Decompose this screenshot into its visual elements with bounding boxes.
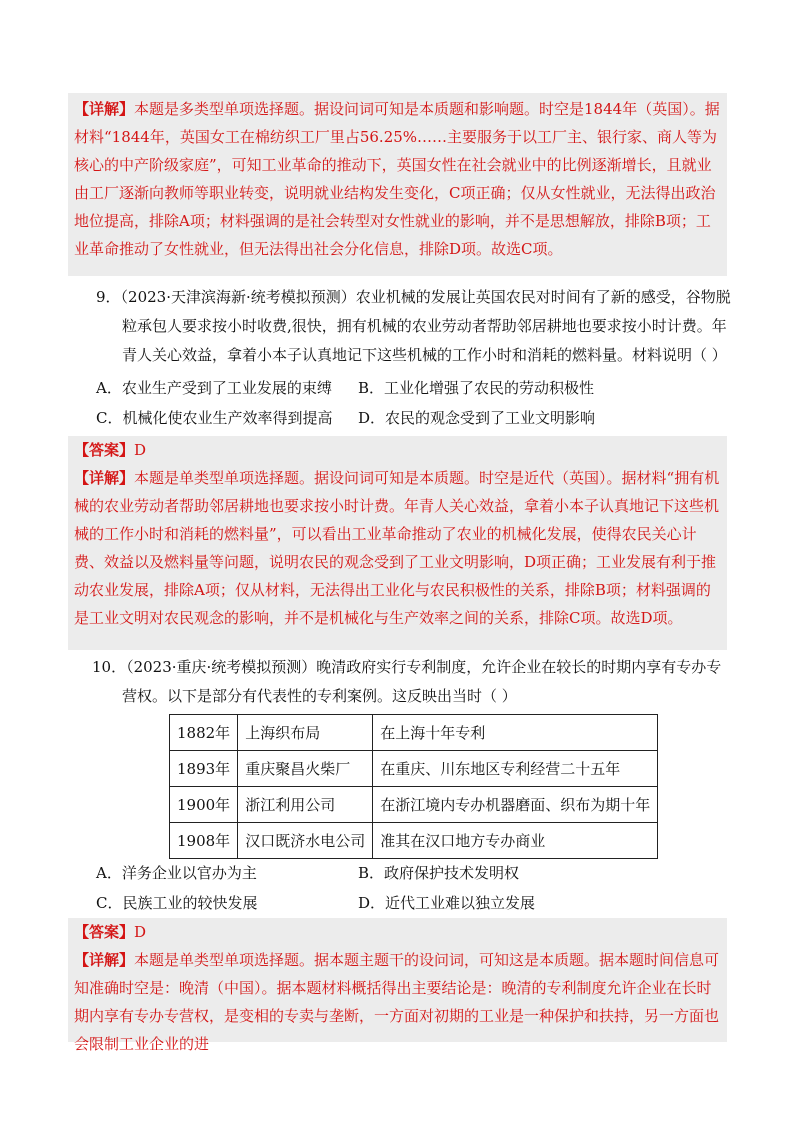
table-row [170,787,658,823]
table-cell: 汉口既济水电公司 [238,823,373,859]
table-cell: 在重庆、川东地区专利经营二十五年 [373,751,658,787]
detail-tag: 【详解】 [74,951,135,969]
options-q9 [96,373,716,433]
explanation-block-q8 [68,93,727,276]
table-cell: 重庆聚昌火柴厂 [238,751,373,787]
answer-block-q10 [68,918,727,946]
table-cell: 1882年 [170,715,238,751]
option-a: A．洋务企业以官办为主 [96,864,257,882]
option-a: A．农业生产受到了工业发展的束缚 [96,379,332,397]
table-cell: 在上海十年专利 [373,715,658,751]
explanation-text: 本题是单类型单项选择题。据本题主题干的设问词，可知这是本质题。据本题时间信息可知准确时空是：晚清（中国）。据本题材料概括得出主要结论是：晚清的专利制度允许企业在长时期内享有专办专营权，是变相的专卖与垄断，一方面对初期的工业是一种保护和扶持，另一方面也会限制工业企业的进 [74,951,720,1053]
explanation-text: 本题是多类型单项选择题。据设问词可知是本质题和影响题。时空是1844年（英国）。据材料“1844年，英国女工在棉纺织工厂里占56.25%……主要服务于以工厂主、银行家、商人等为核心的中产阶级家庭”，可知工业革命的推动下，英国女性在社会就业中的比例逐渐增长，且就业由工厂逐渐向教师等职业转变，说明就业结构发生变化，C项正确；仅从女性就业，无法得出政治地位提高，排除A项；材料强调的是社会转型对女性就业的影响，并不是思想解放，排除B项；工业革命推动了女性就业，但无法得出社会分化信息，排除D项。故选C项。 [74,100,720,258]
table-cell: 1900年 [170,787,238,823]
question-9 [96,283,736,370]
explanation-text: 本题是单类型单项选择题。据设问词可知是本质题。时空是近代（英国）。据材料“拥有机械的农业劳动者帮助邻居耕地也要求按小时计费。年青人关心效益，拿着小本子认真地记下这些机械的工作小时和消耗的燃料量”，可以看出工业革命推动了农业的机械化发展，使得农民关心计费、效益以及燃料量等问题，说明农民的观念受到了工业文明影响，D项正确；工业发展有利于推动农业发展，排除A项；仅从材料，无法得出工业化与农民积极性的关系，排除B项；材料强调的是工业文明对农民观念的影响，并不是机械化与生产效率之间的关系，排除C项。故选D项。 [74,469,720,627]
answer-block-q9 [68,436,727,464]
table-cell: 1908年 [170,823,238,859]
question-stem: （2023·重庆·统考模拟预测）晚清政府实行专利制度，允许企业在较长的时期内享有专办专营权。以下是部分有代表性的专利案例。这反映出当时（ ） [122,658,722,705]
option-c: C．民族工业的较快发展 [96,894,258,912]
table-row [170,823,658,859]
question-10 [92,653,734,711]
option-c: C．机械化使农业生产效率得到提高 [96,409,333,427]
answer-tag: 【答案】 [74,441,135,459]
detail-tag: 【详解】 [74,469,135,487]
table-row [170,715,658,751]
option-d: D．近代工业难以独立发展 [358,894,536,912]
table-cell: 1893年 [170,751,238,787]
table-row [170,751,658,787]
option-b: B．工业化增强了农民的劳动积极性 [358,379,595,397]
explanation-block-q10 [68,946,727,1053]
explanation-block-q9 [68,464,727,650]
answer-tag: 【答案】 [74,923,135,941]
table-cell: 浙江利用公司 [238,787,373,823]
table-cell: 在浙江境内专办机器磨面、织布为期十年 [373,787,658,823]
question-number: 9． [96,288,121,306]
answer-value: D [134,923,147,941]
option-b: B．政府保护技术发明权 [358,864,520,882]
detail-tag: 【详解】 [74,100,135,118]
option-d: D．农民的观念受到了工业文明影响 [358,409,596,427]
question-number: 10． [92,658,127,676]
table-cell: 准其在汉口地方专办商业 [373,823,658,859]
question-stem: （2023·天津滨海新·统考模拟预测）农业机械的发展让英国农民对时间有了新的感受，谷物脱粒承包人要求按小时收费,很快，拥有机械的农业劳动者帮助邻居耕地也要求按小时计费。年青人关心效益，拿着小本子认真地记下这些机械的工作小时和消耗的燃料量。材料说明（ ） [120,288,731,364]
answer-value: D [134,441,147,459]
table-cell: 上海织布局 [238,715,373,751]
options-q10 [96,858,716,918]
patent-table [169,714,658,859]
